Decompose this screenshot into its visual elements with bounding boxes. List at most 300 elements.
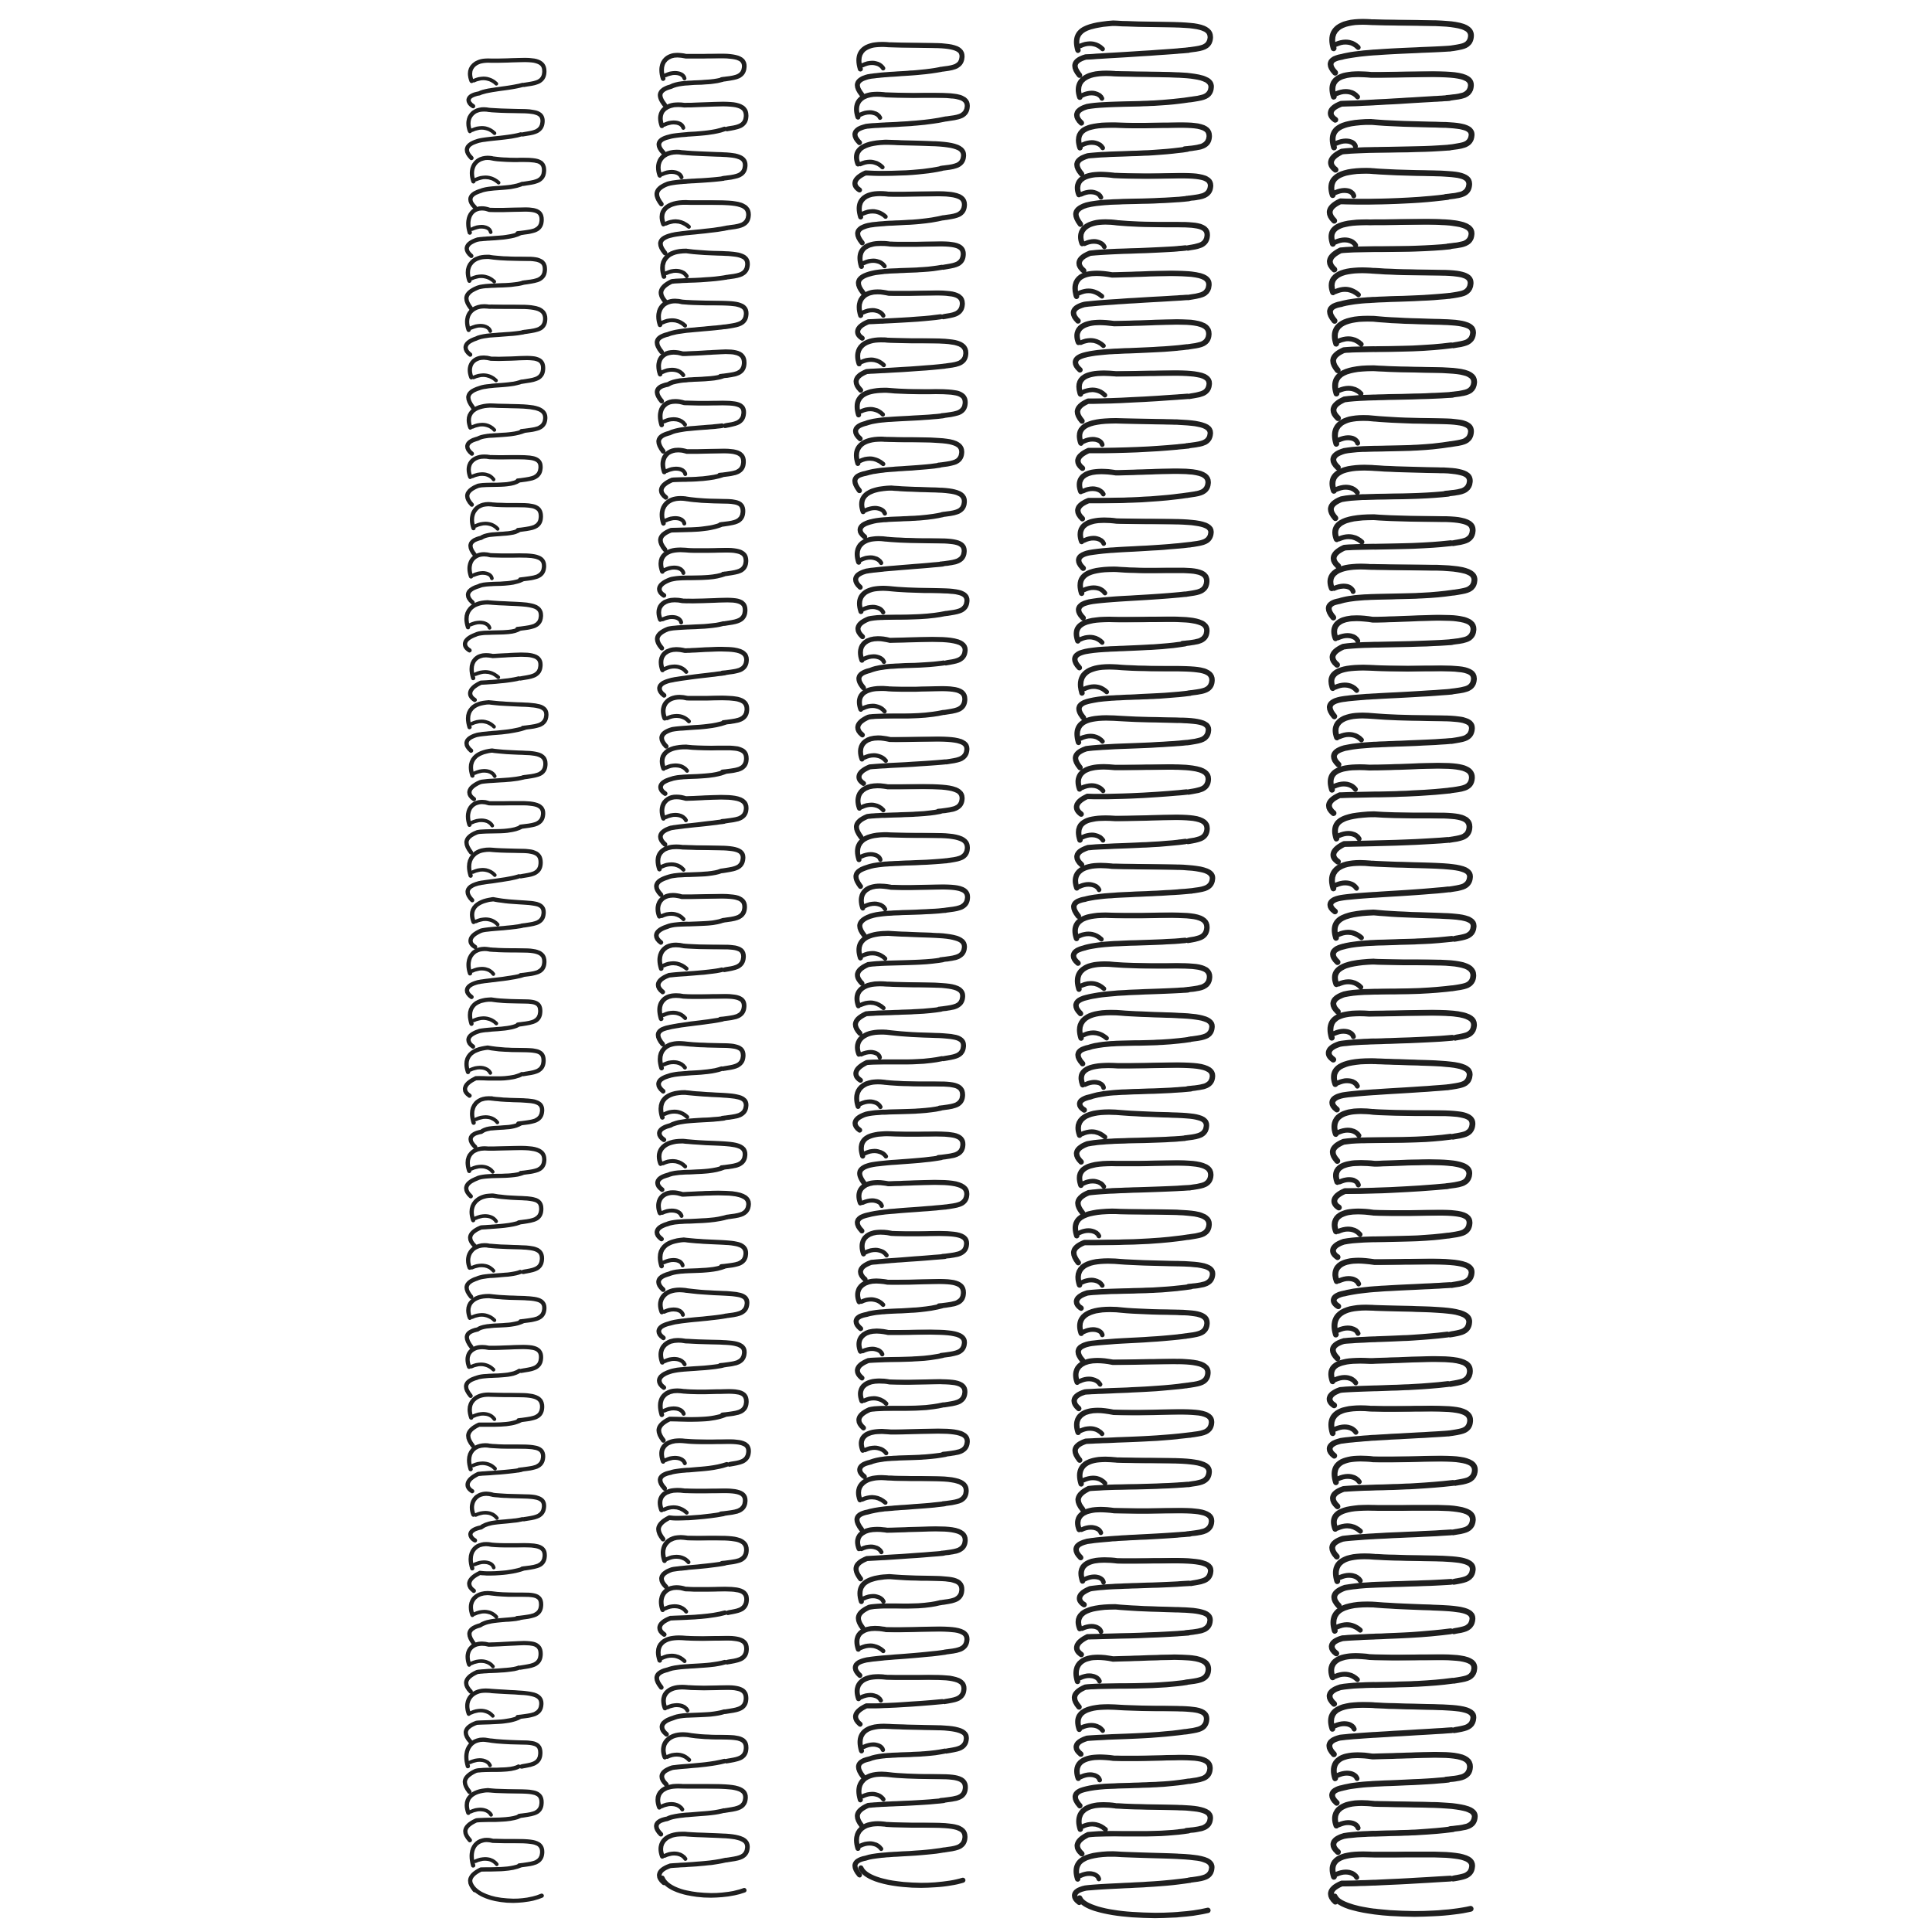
- wire-loop-crossover: [1338, 932, 1362, 937]
- wire-loop-crossover: [662, 617, 681, 622]
- wire-loop-crossover: [860, 162, 883, 167]
- wire-loop-front: [662, 1587, 747, 1613]
- wire-loop-crossover: [1079, 291, 1102, 296]
- wire-loop-front: [470, 60, 544, 85]
- wire-loop-back: [660, 1613, 725, 1634]
- wire-loop-crossover: [1079, 934, 1101, 939]
- wire-loop-back: [1077, 396, 1187, 421]
- wire-loop-back: [1332, 1532, 1451, 1556]
- wire-loop-back: [856, 366, 944, 390]
- wire-loop-crossover: [1085, 1577, 1104, 1582]
- wire-loop-back: [465, 629, 519, 651]
- wire-loop-back: [661, 525, 722, 549]
- wire-loop-back: [662, 1712, 725, 1734]
- wire-loop-front: [658, 1786, 745, 1811]
- wire-loop-crossover: [664, 963, 687, 968]
- wire-loop-crossover: [471, 325, 490, 331]
- wire-loop-crossover: [1335, 685, 1357, 690]
- wire-loop-back: [1333, 1335, 1447, 1359]
- wire-loop-back: [1330, 1434, 1449, 1456]
- wire-loop-crossover: [1079, 884, 1099, 889]
- wire-loop-back: [658, 970, 722, 992]
- wire-loop-front: [856, 439, 961, 465]
- wire-loop-front: [858, 835, 968, 861]
- wire-loop-back: [661, 772, 725, 794]
- wire-loop-back: [470, 1866, 520, 1890]
- wire-loop-back: [855, 564, 942, 587]
- wire-loop-crossover: [668, 1705, 688, 1710]
- wire-loop-crossover: [474, 1413, 495, 1419]
- wire-loop-crossover: [474, 770, 495, 776]
- wire-loop-back: [658, 1069, 721, 1091]
- wire-loop-back: [1076, 347, 1188, 370]
- wire-loop-crossover: [471, 1710, 493, 1716]
- wire-loop-back: [1331, 49, 1450, 73]
- wire-loop-back: [856, 1059, 942, 1080]
- wire-loop-crossover: [471, 1809, 492, 1815]
- wire-loop-back: [1331, 889, 1449, 912]
- wire-loop-back: [859, 663, 943, 688]
- wire-loop-crossover: [1084, 241, 1104, 247]
- wire-loop-front: [467, 602, 541, 629]
- wire-loop-back: [468, 876, 519, 900]
- wire-loop-back: [468, 1420, 520, 1446]
- wire-loop-front: [471, 1840, 542, 1866]
- wire-loop-crossover: [861, 1002, 883, 1008]
- wire-loop-back: [1078, 446, 1189, 468]
- wire-loop-back: [662, 1563, 725, 1587]
- wire-loop-crossover: [472, 1315, 495, 1320]
- wire-loop-front: [661, 1340, 744, 1365]
- wire-loop-back: [466, 1717, 520, 1742]
- wire-loop-crossover: [866, 1250, 886, 1255]
- wire-loop-crossover: [1081, 736, 1103, 741]
- wire-loop-front: [663, 1735, 746, 1761]
- wire-loop-front: [468, 110, 543, 134]
- wire-loop-front: [472, 504, 541, 530]
- wire-loop-front: [662, 498, 743, 525]
- wire-loop-front: [468, 1148, 544, 1172]
- wire-loop-crossover: [666, 221, 689, 226]
- wire-loop-crossover: [1085, 1082, 1104, 1087]
- wire-loop-crossover: [664, 1309, 682, 1315]
- wire-loop-crossover: [664, 1507, 687, 1512]
- wire-loop-front: [472, 158, 544, 184]
- wire-loop-crossover: [662, 1804, 682, 1809]
- wire-loop-front: [470, 358, 543, 382]
- wire-loop-crossover: [667, 468, 685, 474]
- wire-loop-back: [469, 1569, 523, 1591]
- wire-loop-crossover: [1335, 190, 1354, 196]
- wire-loop-front: [857, 539, 964, 564]
- wire-loop-back: [467, 1321, 522, 1347]
- wire-loop-crossover: [1338, 1328, 1359, 1333]
- wire-tail: [861, 1868, 963, 1886]
- wire-loop-crossover: [474, 375, 496, 380]
- wire-loop-crossover: [1335, 1377, 1355, 1383]
- wire-loop-crossover: [664, 419, 685, 424]
- wire-loop-front: [860, 1381, 964, 1405]
- wire-loop-crossover: [1080, 637, 1103, 642]
- wire-loop-back: [1334, 543, 1451, 566]
- wire-loop-crossover: [862, 63, 883, 68]
- wire-loop-back: [657, 327, 724, 352]
- wire-loop-front: [466, 1740, 540, 1767]
- wire-loop-crossover: [472, 820, 493, 825]
- wire-loop-back: [1328, 1038, 1452, 1060]
- wire-loop-back: [466, 1371, 519, 1396]
- wire-loop-crossover: [1080, 1428, 1102, 1434]
- wire-loop-front: [661, 1290, 747, 1316]
- wire-loop-front: [661, 550, 746, 574]
- wire-loop-front: [468, 1245, 543, 1271]
- wire-loop-crossover: [667, 1754, 689, 1760]
- wire-loop-front: [858, 1032, 964, 1058]
- wire-loop-front: [857, 1677, 964, 1702]
- wire-loop-crossover: [1338, 1130, 1359, 1135]
- wire-loop-front: [859, 588, 967, 614]
- wire-loop-crossover: [1338, 1229, 1360, 1234]
- wire-loop-front: [660, 401, 743, 426]
- wire-loop-back: [466, 332, 524, 355]
- wire-loop-back: [659, 1415, 725, 1440]
- wire-loop-back: [1076, 743, 1187, 767]
- wire-loop-back: [467, 975, 522, 997]
- wire-loop-front: [470, 999, 540, 1025]
- wire-loop-back: [855, 168, 941, 190]
- wire-loop-crossover: [864, 1398, 886, 1403]
- wire-loop-back: [465, 1816, 520, 1840]
- wire-loop-crossover: [862, 854, 881, 859]
- wire-loop-crossover: [1083, 389, 1105, 395]
- wire-loop-front: [468, 702, 546, 728]
- wire-loop-crossover: [1082, 93, 1102, 98]
- wire-loop-crossover: [1337, 1624, 1360, 1630]
- wire-loop-back: [659, 1366, 723, 1388]
- wire-loop-crossover: [666, 765, 687, 770]
- wire-loop-crossover: [1339, 1278, 1359, 1284]
- wire-loop-crossover: [1335, 883, 1356, 888]
- wire-loop-crossover: [666, 270, 686, 276]
- wire-loop-back: [1334, 1285, 1450, 1306]
- wire-tail: [1080, 1898, 1208, 1916]
- wire-loop-back: [471, 926, 522, 947]
- wire-loop-back: [1332, 642, 1451, 665]
- wire-loop-crossover: [863, 310, 883, 315]
- wire-loop-crossover: [473, 424, 495, 430]
- wire-loop-front: [663, 450, 743, 475]
- wire-loop-crossover: [1081, 983, 1104, 988]
- wire-loop-back: [858, 614, 945, 637]
- wire-loop-back: [856, 861, 946, 886]
- coil-2: [656, 55, 748, 1895]
- wire-loop-front: [859, 194, 964, 218]
- wire-loop-back: [467, 283, 523, 308]
- wire-loop-crossover: [476, 1512, 497, 1518]
- wire-loop-back: [1077, 1534, 1190, 1558]
- wire-loop-crossover: [865, 1447, 886, 1453]
- wire-loop-back: [1076, 990, 1188, 1014]
- wire-loop-crossover: [1339, 536, 1362, 542]
- wire-loop-crossover: [471, 276, 494, 281]
- wire-loop-front: [857, 390, 965, 416]
- wire-loop-crossover: [1084, 538, 1104, 543]
- coil-4: [1073, 23, 1213, 1916]
- wire-loop-back: [470, 679, 519, 700]
- wire-loop-crossover: [862, 1200, 882, 1206]
- wire-loop-front: [658, 895, 744, 920]
- wire-loop-crossover: [1083, 1329, 1102, 1335]
- wire-loop-front: [660, 945, 743, 970]
- wire-loop-crossover: [1336, 1872, 1357, 1877]
- wire-loop-front: [468, 1296, 544, 1321]
- wire-loop-front: [856, 1824, 964, 1850]
- wire-loop-back: [658, 1168, 723, 1190]
- wire-loop-crossover: [662, 172, 682, 177]
- wire-loop-crossover: [1082, 785, 1103, 791]
- wire-loop-back: [1077, 842, 1185, 865]
- wire-loop-front: [859, 934, 964, 960]
- wire-loop-crossover: [1335, 289, 1359, 294]
- wire-loop-back: [1330, 247, 1450, 270]
- wire-loop-crossover: [665, 1853, 685, 1859]
- wire-loop-crossover: [1338, 388, 1361, 393]
- wire-loop-back: [1079, 594, 1185, 618]
- wire-loop-crossover: [662, 320, 685, 325]
- wire-loop-crossover: [475, 1216, 496, 1221]
- wire-loop-back: [1078, 1039, 1190, 1064]
- wire-loop-front: [859, 1332, 964, 1355]
- wire-loop-back: [857, 1504, 944, 1529]
- wire-loop-back: [1329, 791, 1451, 813]
- wire-loop-back: [468, 85, 522, 106]
- wire-loop-back: [656, 920, 723, 943]
- wire-loop-back: [858, 713, 943, 735]
- wire-loop-crossover: [1080, 1379, 1100, 1384]
- wire-loop-back: [1080, 1583, 1189, 1605]
- wire-loop-front: [661, 649, 747, 673]
- wire-loop-crossover: [665, 1458, 685, 1463]
- wire-loop-crossover: [1336, 487, 1357, 492]
- wire-loop-crossover: [475, 1859, 497, 1864]
- wire-loop-back: [855, 1108, 941, 1131]
- wire-loop-back: [860, 515, 943, 537]
- wire-loop-crossover: [472, 128, 495, 133]
- wire-loop-crossover: [1336, 42, 1359, 47]
- wire-loop-crossover: [1083, 488, 1104, 494]
- wire-loop-crossover: [1084, 686, 1107, 692]
- wire-loop-back: [465, 1767, 519, 1792]
- wire-tail: [1335, 1896, 1471, 1914]
- wire-loop-crossover: [471, 1067, 491, 1073]
- wire-loop-back: [1075, 644, 1185, 668]
- wire-loop-front: [468, 257, 545, 283]
- wire-loop-crossover: [865, 1151, 886, 1156]
- wire-loop-crossover: [664, 1012, 685, 1018]
- wire-loop-front: [471, 1544, 545, 1569]
- wire-loop-crossover: [863, 211, 886, 216]
- wire-loop-back: [660, 1464, 726, 1488]
- wire-loop-front: [662, 797, 747, 821]
- wire-loop-front: [658, 1638, 747, 1662]
- wire-loop-back: [466, 1173, 522, 1196]
- wire-loop-front: [859, 292, 962, 317]
- wire-loop-front: [859, 1478, 966, 1504]
- wire-loop-crossover: [1083, 835, 1104, 840]
- wire-loop-front: [658, 152, 745, 179]
- wire-loop-front: [662, 251, 747, 277]
- wire-loop-back: [467, 1272, 520, 1297]
- wire-loop-crossover: [860, 1843, 881, 1849]
- wire-loop-back: [656, 871, 721, 895]
- wire-loop-front: [862, 488, 964, 515]
- wire-loop-crossover: [1340, 1179, 1359, 1185]
- wire-loop-back: [1334, 741, 1450, 764]
- wire-loop-back: [859, 1405, 943, 1428]
- wire-loop-back: [858, 317, 940, 338]
- coil-5: [1328, 22, 1475, 1913]
- wire-loop-crossover: [862, 1349, 882, 1354]
- wire-loop-back: [1074, 891, 1191, 917]
- wire-loop-back: [1077, 100, 1189, 123]
- wire-loop-back: [1075, 1880, 1190, 1903]
- wire-loop-crossover: [862, 953, 885, 958]
- wire-loop-back: [1080, 1089, 1191, 1110]
- wire-loop-crossover: [1083, 1478, 1105, 1483]
- wire-loop-crossover: [1338, 635, 1358, 641]
- wire-loop-back: [1333, 939, 1452, 962]
- wire-loop-back: [471, 1519, 522, 1540]
- wire-loop-back: [468, 1470, 522, 1492]
- wire-loop-back: [1331, 98, 1449, 120]
- wire-loop-crossover: [861, 1695, 881, 1700]
- wire-loop-front: [658, 301, 746, 327]
- wire-loop-crossover: [665, 73, 685, 78]
- wire-loop-crossover: [864, 260, 885, 266]
- wire-loop-back: [471, 184, 522, 207]
- wire-loop-back: [658, 1267, 724, 1290]
- wire-loop-front: [468, 1643, 540, 1668]
- wire-loop-crossover: [1080, 1873, 1099, 1879]
- wire-loop-crossover: [862, 1794, 883, 1799]
- wire-loop-crossover: [664, 1260, 682, 1265]
- wire-loop-crossover: [1338, 1822, 1358, 1828]
- wire-loop-crossover: [1080, 1774, 1100, 1780]
- coil-1: [465, 60, 546, 1901]
- wire-loop-front: [470, 1395, 543, 1420]
- wire-loop-front: [660, 1490, 745, 1514]
- wire-loop-front: [862, 1232, 967, 1256]
- wire-loop-back: [657, 1662, 725, 1688]
- wire-loop-crossover: [1081, 340, 1104, 345]
- wire-loop-back: [1074, 1682, 1186, 1707]
- wire-loop-crossover: [1338, 1476, 1359, 1481]
- coil-3: [855, 44, 968, 1885]
- wire-loop-crossover: [1335, 240, 1356, 245]
- wire-loop-crossover: [472, 226, 491, 232]
- wire-loop-front: [862, 886, 968, 910]
- wire-loop-crossover: [1336, 141, 1355, 146]
- wire-loop-back: [661, 821, 725, 845]
- wire-loop-back: [1332, 1087, 1448, 1110]
- wire-loop-front: [470, 554, 544, 580]
- wire-loop-back: [659, 129, 725, 153]
- wire-loop-crossover: [1083, 439, 1103, 444]
- wire-loop-back: [1078, 1336, 1185, 1361]
- wire-loop-front: [472, 900, 544, 926]
- wire-loop-crossover: [1339, 1575, 1360, 1580]
- wire-loop-front: [659, 1141, 745, 1168]
- wire-loop-crossover: [1082, 1626, 1101, 1631]
- wire-loop-back: [467, 134, 521, 158]
- wire-loop-front: [858, 1529, 965, 1553]
- wire-loop-back: [1076, 199, 1189, 224]
- wire-loop-back: [858, 960, 943, 984]
- wire-loop-crossover: [861, 1052, 879, 1057]
- wire-loop-crossover: [1339, 734, 1362, 740]
- wire-loop-crossover: [662, 369, 683, 375]
- wire-loop-back: [857, 70, 940, 95]
- wire-loop-crossover: [864, 1596, 884, 1601]
- wire-loop-crossover: [662, 913, 683, 919]
- wire-loop-back: [1330, 197, 1447, 221]
- wire-loop-back: [1333, 1137, 1451, 1161]
- wire-loop-front: [472, 1098, 543, 1124]
- wire-loop-back: [467, 233, 520, 256]
- wire-loop-crossover: [1081, 1527, 1100, 1532]
- wire-loop-crossover: [474, 1611, 496, 1617]
- wire-loop-crossover: [1082, 1131, 1105, 1137]
- wire-loop-back: [1077, 792, 1186, 815]
- wire-loop-front: [469, 406, 546, 431]
- wire-loop-crossover: [1338, 338, 1361, 344]
- wire-loop-back: [469, 777, 523, 799]
- wire-loop-crossover: [471, 622, 490, 628]
- wire-loop-back: [662, 1761, 724, 1784]
- wire-loop-crossover: [476, 523, 498, 529]
- wire-loop-back: [470, 1223, 519, 1246]
- wire-loop-crossover: [863, 706, 885, 711]
- wire-loop-front: [469, 849, 541, 876]
- wire-loop-crossover: [1335, 1723, 1354, 1729]
- wire-loop-back: [1079, 545, 1189, 568]
- wire-loop-back: [1075, 1781, 1188, 1806]
- wire-loop-front: [860, 243, 964, 267]
- wire-loop-back: [1331, 1879, 1451, 1902]
- wire-loop-back: [859, 267, 942, 293]
- wire-loop-front: [658, 1192, 749, 1217]
- wire-loop-crossover: [865, 903, 885, 909]
- wire-loop-back: [1333, 1483, 1454, 1506]
- wire-loop-crossover: [1335, 1427, 1356, 1432]
- wire-loop-crossover: [1334, 1031, 1353, 1036]
- wire-loop-front: [471, 1196, 541, 1223]
- wire-loop-front: [467, 1048, 544, 1074]
- wire-loop-crossover: [667, 1556, 689, 1562]
- wire-loop-front: [467, 306, 545, 332]
- wire-loop-front: [472, 1494, 544, 1519]
- wire-loop-crossover: [472, 721, 495, 726]
- wire-loop-front: [856, 142, 964, 168]
- wire-loop-crossover: [862, 359, 884, 365]
- wire-loop-front: [468, 1691, 542, 1717]
- wire-loop-front: [859, 689, 964, 713]
- wire-loop-crossover: [1083, 1181, 1104, 1186]
- wire-loop-back: [1330, 1681, 1453, 1704]
- wire-loop-front: [859, 1182, 967, 1207]
- wire-loop-back: [468, 1025, 519, 1046]
- wire-loop-crossover: [665, 122, 684, 128]
